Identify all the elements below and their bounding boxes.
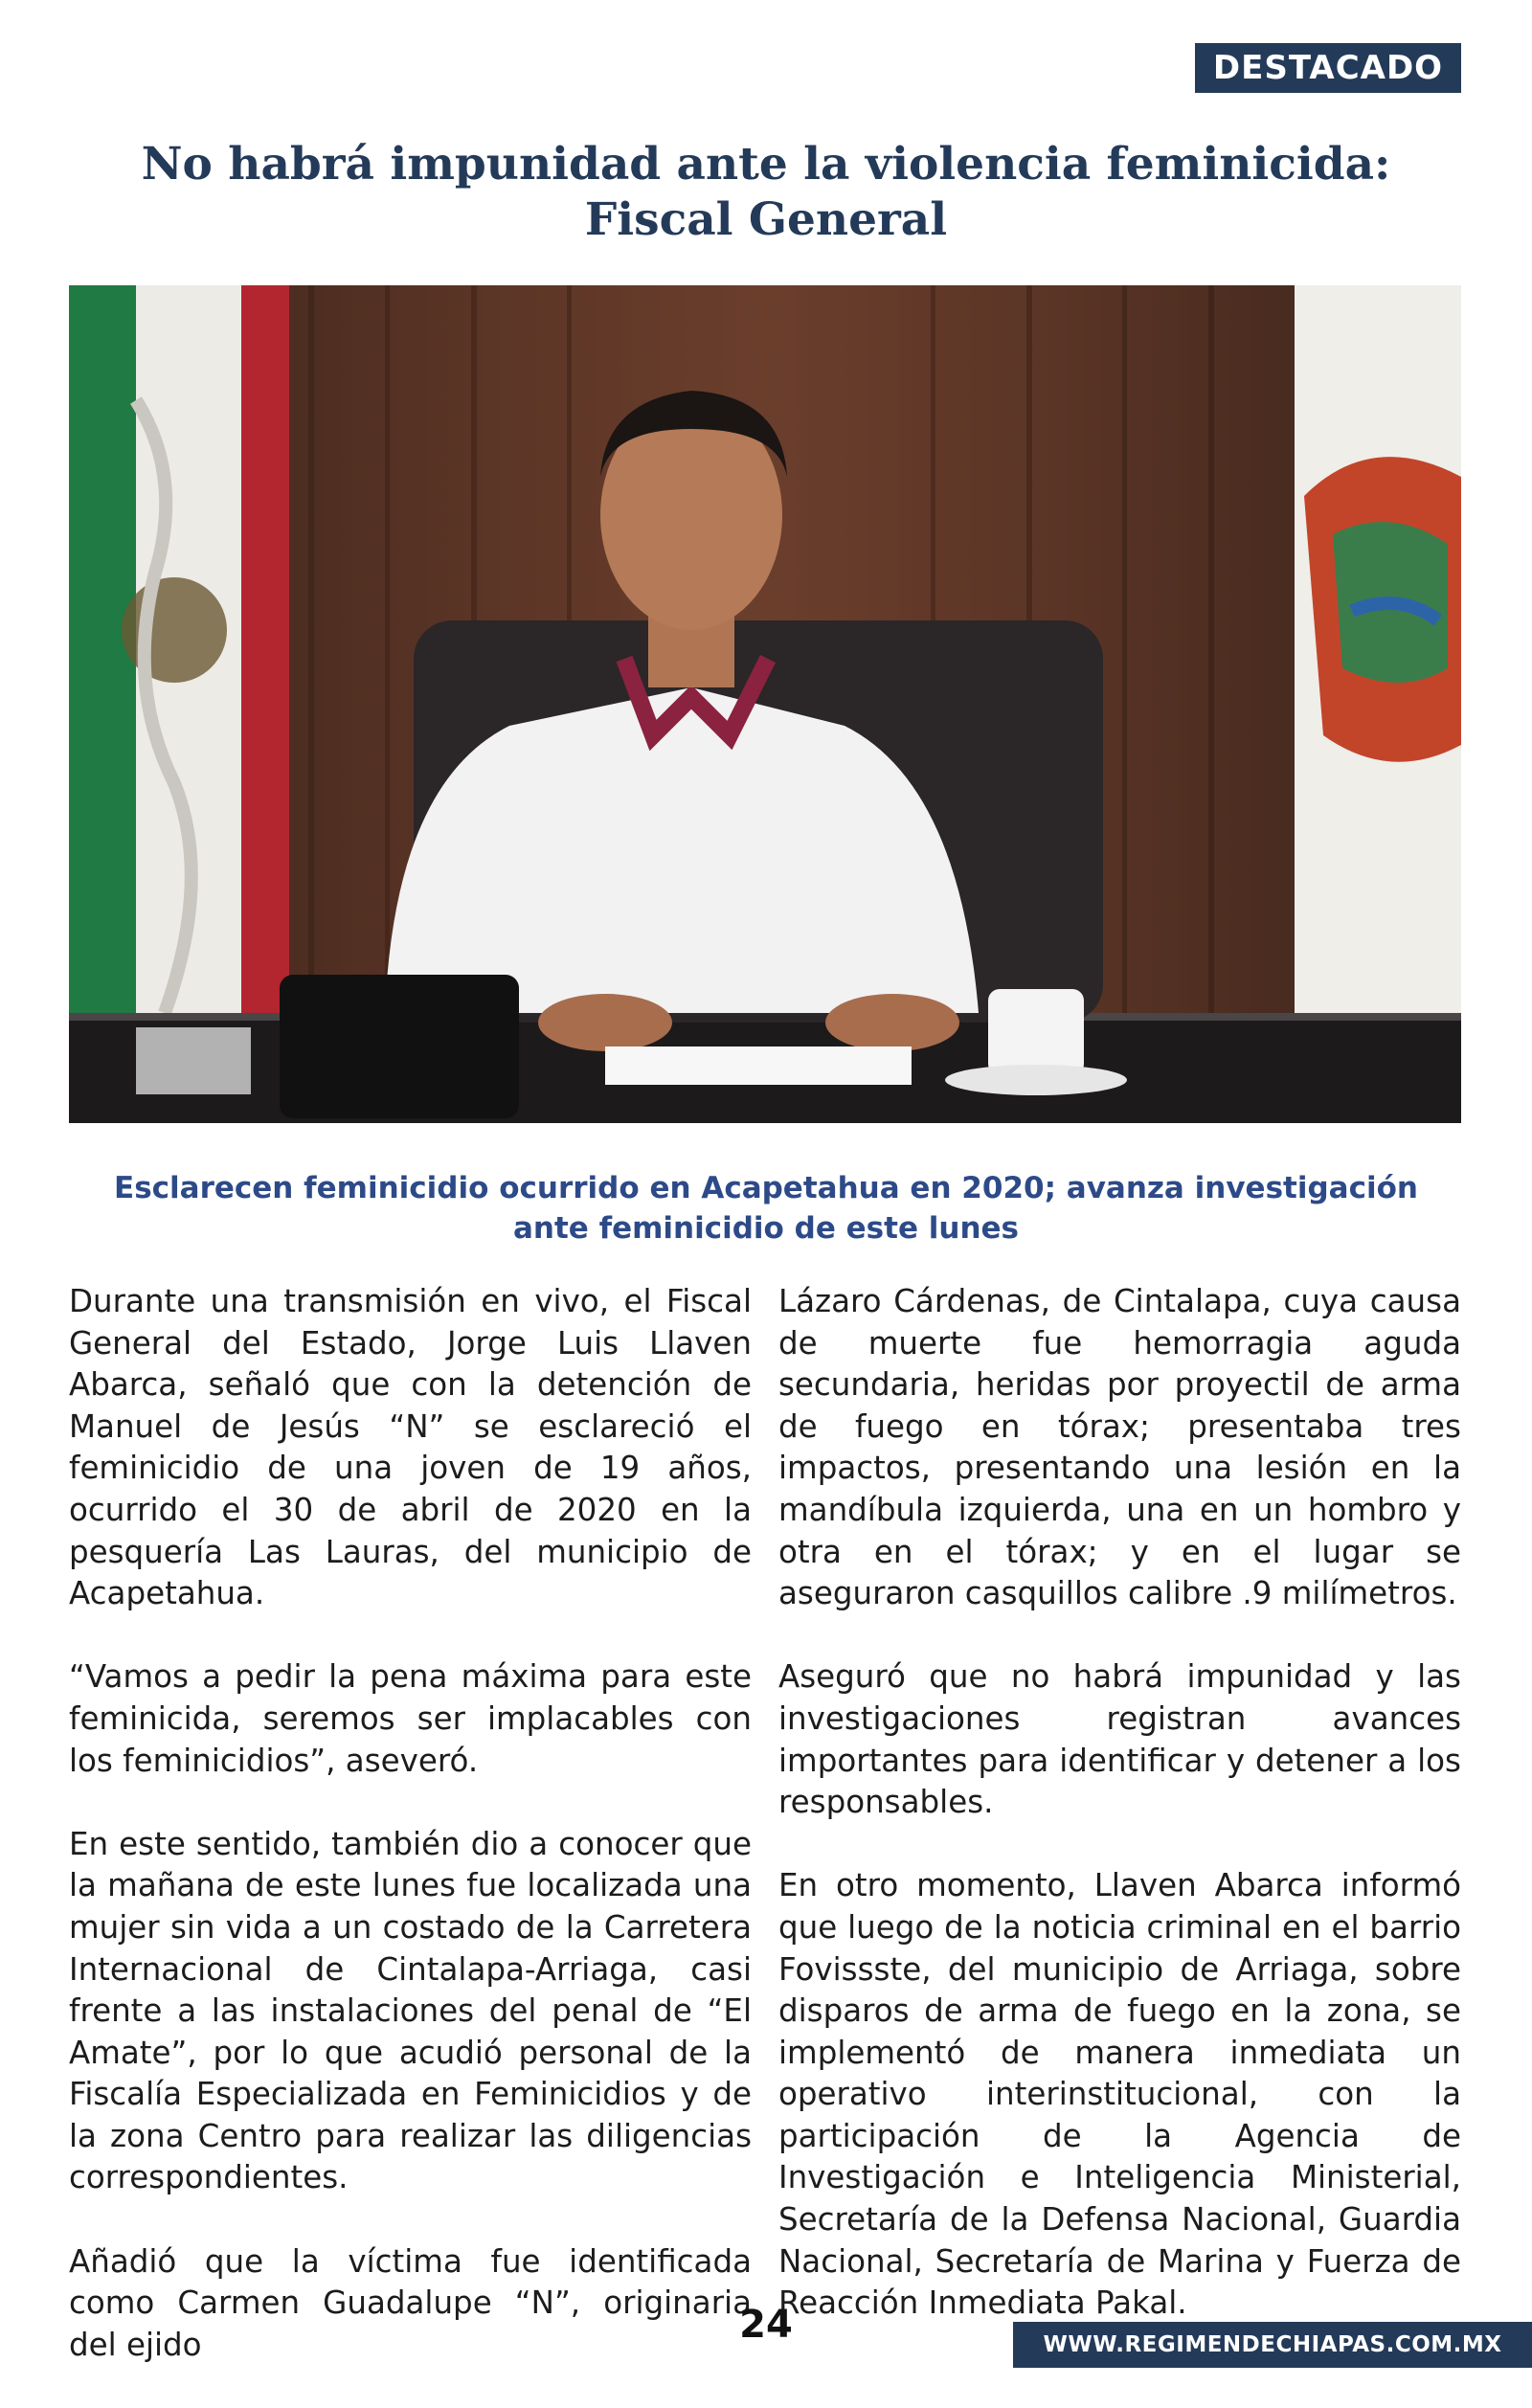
article-headline: No habrá impunidad ante la violencia feminicida: Fiscal General xyxy=(141,138,1391,246)
article-column-right xyxy=(778,1281,1461,2366)
article-subheadline: Esclarecen feminicidio ocurrido en Acapetahua en 2020; avanza investigación ante feminicidio de este lunes xyxy=(114,1171,1418,1246)
website-link[interactable]: WWW.REGIMENDECHIAPAS.COM.MX xyxy=(1013,2322,1532,2368)
mexican-flag-icon xyxy=(69,285,289,1123)
paragraph: Lázaro Cárdenas, de Cintalapa, cuya causa de muerte fue hemorragia aguda secundaria, heridas por proyectil de arma de fuego en tórax; presentaba tres impactos, presentando una lesión en la mandíbula izquierda, una en un hombro y otra en el tórax; y en el lugar se aseguraron casquillos calibre .9 milímetros. xyxy=(778,1283,1461,1612)
paragraph: “Vamos a pedir la pena máxima para este feminicida, seremos ser implacables con los feminicidios”, aseveró. xyxy=(69,1658,752,1779)
photo-illustration xyxy=(69,285,1461,1123)
article-photo xyxy=(69,285,1461,1123)
page-number: 24 xyxy=(739,2303,793,2347)
paragraph: Añadió que la víctima fue identificada como Carmen Guadalupe “N”, originaria del ejido xyxy=(69,2242,752,2363)
paragraph: Aseguró que no habrá impunidad y las investigaciones registran avances importantes para identificar y detener a los responsables. xyxy=(778,1658,1461,1821)
section-tag: DESTACADO xyxy=(1195,43,1461,93)
paragraph: En otro momento, Llaven Abarca informó que luego de la noticia criminal en el barrio Fovissste, del municipio de Arriaga, sobre disparos de arma de fuego en la zona, se implementó de manera inmediata un operativo interinstitucional, con la participación de la Agencia de Investigación e Inteligencia Ministerial, Secretaría de la Defensa Nacional, Guardia Nacional, Secretaría de Marina y Fuerza de Reacción Inmediata Pakal. xyxy=(778,1867,1461,2322)
paragraph: En este sentido, también dio a conocer que la mañana de este lunes fue localizada una mujer sin vida a un costado de la Carretera Internacional de Cintalapa-Arriaga, casi frente a las instalaciones del penal de “El Amate”, por lo que acudió personal de la Fiscalía Especializada en Feminicidios y de la zona Centro para realizar las diligencias correspondientes. xyxy=(69,1825,752,2196)
article-column-left xyxy=(69,1281,752,2408)
paragraph: Durante una transmisión en vivo, el Fiscal General del Estado, Jorge Luis Llaven Abarca, señaló que con la detención de Manuel de Jesús “N” se esclareció el feminicidio de una joven de 19 años, ocurrido el 30 de abril de 2020 en la pesquería Las Lauras, del municipio de Acapetahua. xyxy=(69,1283,752,1612)
state-flag-icon xyxy=(1295,285,1461,1123)
